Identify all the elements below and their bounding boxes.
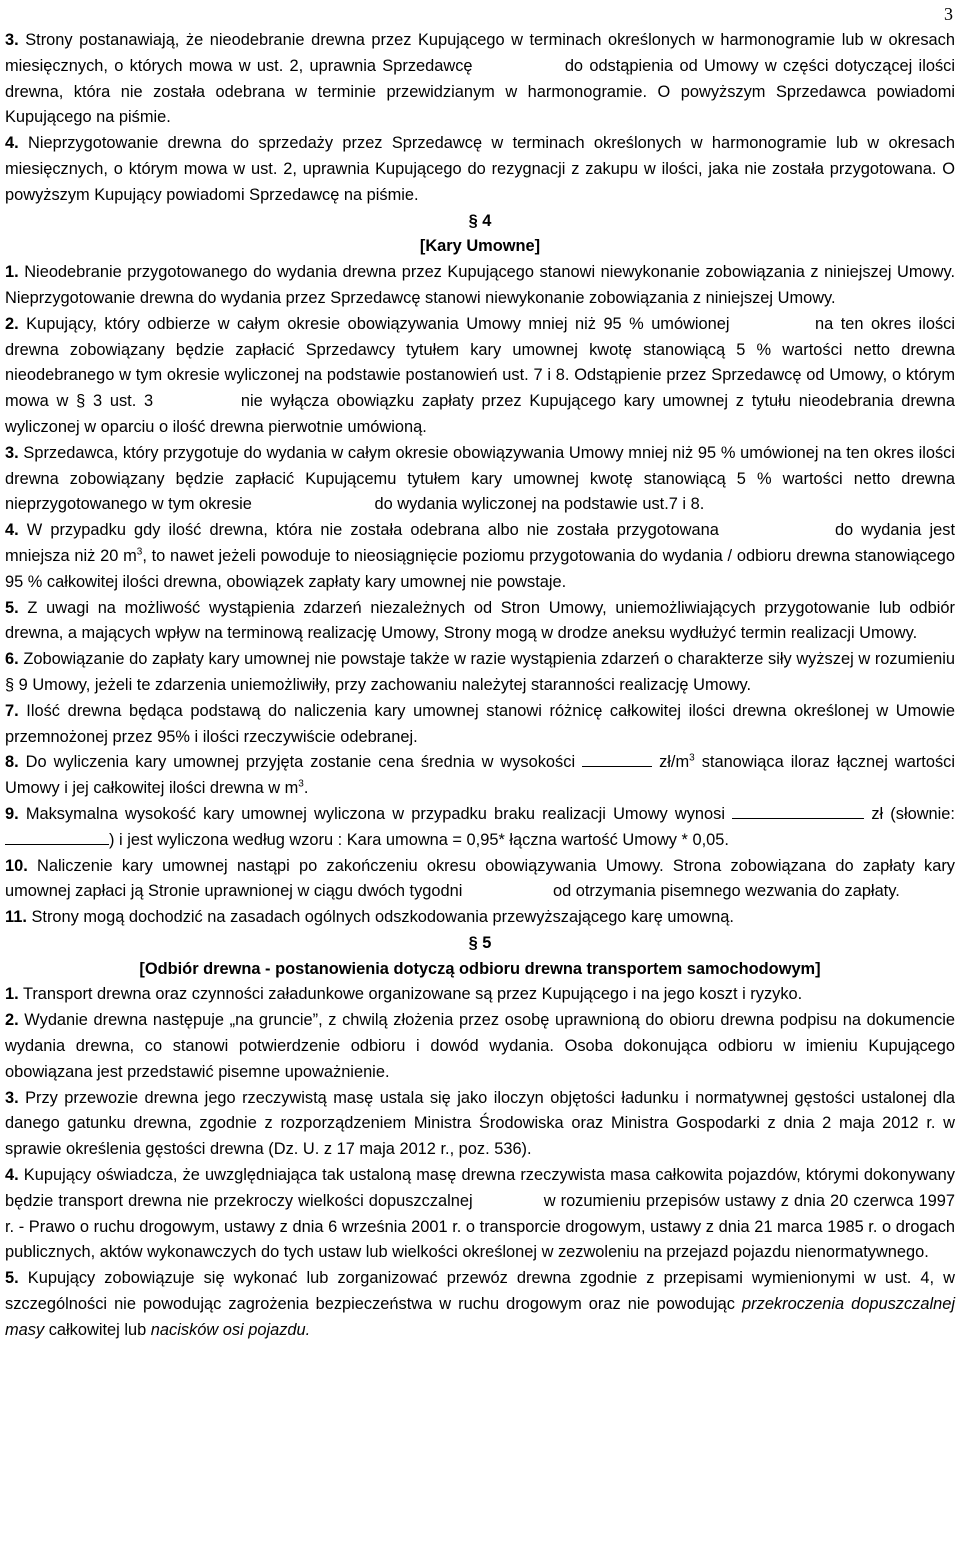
item-number: 8. <box>5 753 19 772</box>
paragraph-text: Maksymalna wysokość kary umownej wyliczona w przypadku braku realizacji Umowy wynosi <box>25 804 725 823</box>
paragraph-text: w rozumieniu przepisów ustawy z dnia 20 czerwca 1997 r. - Prawo o ruchu drogowym, ustawy z dnia 6 września 2001 r. o transporcie drogowym, ustawy z dnia 21 marca 1985 r. o drogach publicznych, aktów wykonawczych do tych ustaw lub wielkości określonej w zezwoleniu na przejazd pojazdu nienormatywnego. <box>5 1191 955 1262</box>
section-4-title: [Kary Umowne] <box>419 237 541 256</box>
item-number: 11. <box>5 908 27 927</box>
paragraph-text: stanowiąca iloraz łącznej wartości Umowy i jej całkowitej ilości drewna w m <box>5 753 955 798</box>
paragraph-text: Zobowiązanie do zapłaty kary umownej nie powstaje także w razie wystąpienia zdarzeń o charakterze siły wyższej w rozumieniu § 9 Umowy, jeżeli te zdarzenia uniemożliwiły, przy zachowaniu należytej staranności realizację Umowy. <box>5 650 955 694</box>
paragraph-text: Wydanie drewna następuje „na gruncie”, z chwilą złożenia przez osobę uprawnioną do obioru drewna podpisu na dokumencie wydania drewna, co stanowi potwierdzenie odbioru i dowód wydania. Osoba dokonująca odbioru w imieniu Kupującego obowiązana jest przedstawić pisemne upoważnienie. <box>5 1011 955 1081</box>
item-number: 5. <box>5 1269 19 1288</box>
item-number: 3. <box>5 443 19 462</box>
paragraph-text: Do wyliczenia kary umownej przyjęta zostanie cena średnia w wysokości <box>25 753 576 772</box>
paragraph-text: do odstąpienia od Umowy w części dotyczącej ilości drewna, która nie została odebrana w terminie przewidzianym w harmonogramie. O powyższym Sprzedawca powiadomi Kupującego na piśmie. <box>5 56 955 127</box>
paragraph-4-9 <box>5 802 955 854</box>
paragraph-text: . <box>303 779 309 798</box>
item-number: 1. <box>5 985 19 1004</box>
paragraph-text: zł/m <box>659 753 690 772</box>
superscript: 3 <box>689 752 695 764</box>
paragraph-text: Kupujący zobowiązuje się wykonać lub zorganizować przewóz drewna zgodnie z przepisami wymienionymi w ust. 4, w szczególności nie powodując zagrożenia bezpieczeństwa w ruchu drogowym oraz nie powodując <box>5 1269 955 1314</box>
section-4-number: § 4 <box>468 211 492 230</box>
item-number: 3. <box>5 1088 19 1107</box>
item-number: 4. <box>5 1166 19 1185</box>
item-number: 1. <box>5 263 19 282</box>
paragraph-4-6 <box>5 647 955 699</box>
superscript: 3 <box>136 546 143 558</box>
item-number: 2. <box>5 1011 19 1030</box>
item-number: 6. <box>5 650 19 669</box>
paragraph-text: od otrzymania pisemnego wezwania do zapłaty. <box>552 882 900 901</box>
paragraph-text: Sprzedawca, który przygotuje do wydania w całym okresie obowiązywania Umowy mniej niż 95 % umówionej na ten okres ilości drewna zobowiązany będzie zapłacić Kupującemu tytułem kary umownej kwotę stanowiącą 5 % wartości netto drewna nieprzygotowanego w tym okresie <box>5 443 955 514</box>
paragraph-4-4 <box>5 518 955 595</box>
paragraph-text: zł (słownie: <box>871 804 955 823</box>
paragraph-text: Z uwagi na możliwość wystąpienia zdarzeń niezależnych od Stron Umowy, uniemożliwiających przygotowanie lub odbiór drewna, a mających wpływ na terminową realizację Umowy, Strony mogą w drodze aneksu wydłużyć termin realizacji Umowy. <box>5 598 955 643</box>
paragraph-text: Transport drewna oraz czynności załadunkowe organizowane są przez Kupującego i na jego koszt i ryzyko. <box>22 985 803 1004</box>
page-number: 3 <box>944 4 953 24</box>
paragraph-5-4 <box>5 1163 955 1266</box>
paragraph-text: Strony postanawiają, że nieodebranie drewna przez Kupującego w terminach określonych w harmonogramie lub w okresach miesięcznych, o których mowa w ust. 2, uprawnia Sprzedawcę <box>5 31 955 75</box>
paragraph-text: Kupujący oświadcza, że uwzględniająca tak ustaloną masę drewna rzeczywista masa całkowita pojazdów, którymi dokonywany będzie transport drewna nie przekroczy wielkości dopuszczalnej <box>5 1166 955 1210</box>
paragraph-text: Naliczenie kary umownej nastąpi po zakończeniu okresu obowiązywania Umowy. Strona zobowiązana do zapłaty kary umownej zapłaci ją Stronie uprawnionej w ciągu dwóch tygodni <box>5 856 955 901</box>
section-5-title: [Odbiór drewna - postanowienia dotyczą odbioru drewna transportem samochodowym] <box>139 959 821 978</box>
paragraph-text: Przy przewozie drewna jego rzeczywistą masę ustala się jako iloczyn objętości ładunku i normatywnej gęstości ustalonej dla danego gatunku drewna, zgodnie z rozporządzeniem Ministra Środowiska oraz Ministra Gospodarki z dnia 2 maja 2012 r. w sprawie określenia gęstości drewna (Dz. U. z 17 maja 2012 r., poz. 536). <box>5 1088 955 1159</box>
paragraph-text: Strony mogą dochodzić na zasadach ogólnych odszkodowania przewyższającego karę umowną. <box>31 908 734 927</box>
paragraph-5-1 <box>5 982 955 1008</box>
paragraph-4-5 <box>5 596 955 648</box>
amount-blank-line <box>732 802 864 819</box>
paragraph-3-4 <box>5 131 955 208</box>
italic-text: nacisków osi pojazdu. <box>150 1320 311 1339</box>
item-number: 4. <box>5 521 19 540</box>
item-number: 2. <box>5 314 19 333</box>
paragraph-text: , to nawet jeżeli powoduje to nieosiągnięcie poziomu przygotowania do wydania / odbioru drewna stanowiącego 95 % całkowitej ilości drewna, obowiązek zapłaty kary umownej nie powstaje. <box>5 546 955 591</box>
paragraph-text: Ilość drewna będąca podstawą do naliczenia kary umownej stanowi różnicę całkowitej ilości drewna określonej w Umowie przemnożonej przez 95% i ilości rzeczywiście odebranej. <box>5 701 955 746</box>
paragraph-text: Kupujący, który odbierze w całym okresie obowiązywania Umowy mniej niż 95 % umówionej <box>26 314 730 333</box>
item-number: 10. <box>5 856 28 875</box>
item-number: 3. <box>5 31 19 49</box>
price-blank-line <box>582 750 652 767</box>
item-number: 7. <box>5 701 19 720</box>
item-number: 4. <box>5 134 19 153</box>
section-5-number: § 5 <box>468 933 492 952</box>
paragraph-4-2 <box>5 312 955 441</box>
paragraph-5-5 <box>5 1266 955 1343</box>
paragraph-4-3 <box>5 441 955 518</box>
superscript: 3 <box>298 778 304 790</box>
paragraph-5-3 <box>5 1086 955 1163</box>
paragraph-4-11 <box>5 905 955 931</box>
paragraph-5-2 <box>5 1008 955 1085</box>
paragraph-4-7 <box>5 699 955 751</box>
paragraph-4-8 <box>5 750 955 802</box>
paragraph-text: do wydania wyliczonej na podstawie ust.7 i 8. <box>374 495 705 514</box>
paragraph-text: W przypadku gdy ilość drewna, która nie została odebrana albo nie została przygotowana <box>26 521 719 540</box>
paragraph-text: ) i jest wyliczona według wzoru : Kara umowna = 0,95* łączna wartość Umowy * 0,05. <box>109 830 729 849</box>
paragraph-4-1 <box>5 260 955 312</box>
paragraph-text: Nieprzygotowanie drewna do sprzedaży przez Sprzedawcę w terminach określonych w harmonogramie lub w okresach miesięcznych, o którym mowa w ust. 2, uprawnia Kupującego do rezygnacji z zakupu w ilości, jaka nie została przygotowana. O powyższym Kupujący powiadomi Sprzedawcę na piśmie. <box>5 134 955 204</box>
paragraph-text: na ten okres ilości drewna zobowiązany będzie zapłacić Sprzedawcy tytułem kary umownej kwotę stanowiącą 5 % wartości netto drewna nieodebranego w tym okresie wyliczonej na podstawie postanowień ust. 7 i 8. Odstąpienie przez Sprzedawcę od Umowy, o którym mowa w § 3 ust. 3 <box>5 314 955 411</box>
item-number: 9. <box>5 804 19 823</box>
paragraph-text: całkowitej lub <box>48 1320 147 1339</box>
paragraph-text: do wydania jest mniejsza niż 20 m <box>5 521 955 565</box>
item-number: 5. <box>5 598 19 617</box>
italic-text: przekroczenia dopuszczalnej masy <box>5 1295 955 1339</box>
paragraph-4-10 <box>5 854 955 906</box>
amount-words-blank-line <box>5 828 109 845</box>
paragraph-3-3 <box>5 0 955 131</box>
paragraph-text: Nieodebranie przygotowanego do wydania drewna przez Kupującego stanowi niewykonanie zobowiązania z niniejszej Umowy. Nieprzygotowanie drewna do wydania przez Sprzedawcę stanowi niewykonanie zobowiązania z niniejszej Umowy. <box>5 263 955 307</box>
paragraph-text: nie wyłącza obowiązku zapłaty przez Kupującego kary umownej z tytułu nieodebrania drewna wyliczonej w oparciu o ilość drewna pierwotnie umówioną. <box>5 392 955 436</box>
document-page <box>5 0 955 1344</box>
